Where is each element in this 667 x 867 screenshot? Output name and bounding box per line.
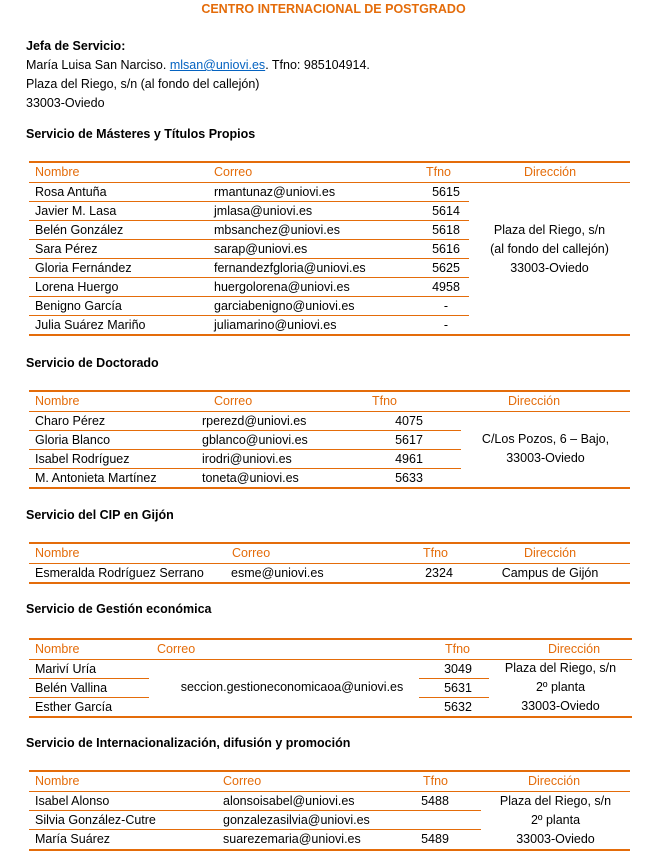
jefa-name: María Luisa San Narciso.: [26, 58, 170, 72]
cell-correo: irodri@uniovi.es: [202, 452, 292, 466]
cell-correo: fernandezfgloria@uniovi.es: [214, 261, 366, 275]
cell-tfno: 3049: [444, 662, 472, 676]
cell-nombre: Silvia González-Cutre: [35, 813, 156, 827]
jefa-email-link[interactable]: mlsan@uniovi.es: [169, 58, 266, 72]
cell-correo: jmlasa@uniovi.es: [214, 204, 313, 218]
masters-direccion-line: (al fondo del callejón): [490, 242, 609, 256]
cell-tfno: -: [443, 299, 449, 313]
jefa-address-line: Plaza del Riego, s/n (al fondo del callejón): [26, 77, 260, 91]
economica-table: [29, 638, 632, 718]
cell-tfno: 5631: [444, 681, 472, 695]
doctorado-direccion-line: 33003-Oviedo: [506, 451, 585, 465]
cell-tfno: 5489: [421, 832, 449, 846]
economica-direccion: [489, 659, 632, 716]
table-row: [29, 792, 481, 811]
gijon-header-row: [29, 544, 630, 564]
cell-tfno: 5615: [432, 185, 460, 199]
table-row: [29, 698, 489, 717]
economica-shared-email: seccion.gestioneconomicaoa@uniovi.es: [180, 680, 404, 694]
row-divider: [29, 697, 149, 698]
cell-tfno: 5488: [421, 794, 449, 808]
col-direccion: Dirección: [547, 642, 601, 656]
cell-tfno: 4958: [432, 280, 460, 294]
cell-nombre: Isabel Alonso: [35, 794, 110, 808]
page-title: CENTRO INTERNACIONAL DE POSTGRADO: [201, 2, 466, 16]
cell-nombre: Belén Vallina: [35, 681, 108, 695]
col-direccion: Dirección: [523, 165, 577, 179]
col-correo: Correo: [214, 165, 253, 179]
cell-tfno: -: [443, 318, 449, 332]
economica-direccion-line: Plaza del Riego, s/n: [504, 661, 617, 675]
cell-correo: esme@uniovi.es: [231, 566, 324, 580]
cell-nombre: Esmeralda Rodríguez Serrano: [35, 566, 204, 580]
cell-correo: garciabenigno@uniovi.es: [214, 299, 355, 313]
doctorado-header-row: [29, 392, 630, 412]
cell-nombre: Charo Pérez: [35, 414, 106, 428]
col-direccion: Dirección: [527, 774, 581, 788]
cell-correo: rmantunaz@uniovi.es: [214, 185, 336, 199]
masters-direccion-line: Plaza del Riego, s/n: [493, 223, 606, 237]
doctorado-table: [29, 390, 630, 489]
cell-tfno: 5633: [395, 471, 423, 485]
jefa-line1: [26, 56, 370, 75]
col-nombre: Nombre: [35, 165, 80, 179]
cell-correo: suarezemaria@uniovi.es: [223, 832, 361, 846]
gijon-table: [29, 542, 630, 584]
cell-tfno: 5617: [395, 433, 423, 447]
table-row: [29, 297, 469, 316]
internacional-heading: Servicio de Internacionalización, difusión y promoción: [26, 736, 351, 750]
col-correo: Correo: [214, 394, 253, 408]
col-nombre: Nombre: [35, 546, 80, 560]
cell-nombre: Mariví Uría: [35, 662, 97, 676]
cell-tfno: 5632: [444, 700, 472, 714]
cell-nombre: Sara Pérez: [35, 242, 98, 256]
doctorado-direccion-line: C/Los Pozos, 6 – Bajo,: [481, 432, 610, 446]
internacional-direccion: [481, 792, 630, 849]
cell-nombre: Lorena Huergo: [35, 280, 119, 294]
table-row: [29, 450, 461, 469]
cell-correo: alonsoisabel@uniovi.es: [223, 794, 355, 808]
jefa-servicio-block: [26, 37, 370, 113]
economica-header-row: [29, 640, 632, 660]
masters-heading: Servicio de Másteres y Títulos Propios: [26, 127, 256, 141]
cell-direccion: Campus de Gijón: [501, 566, 599, 580]
table-row: [29, 412, 461, 431]
cell-correo: juliamarino@uniovi.es: [214, 318, 337, 332]
table-row: [29, 660, 489, 679]
internacional-table: [29, 770, 630, 851]
table-row: [29, 240, 469, 259]
col-tfno: Tfno: [423, 774, 449, 788]
economica-direccion-line: 2º planta: [535, 680, 586, 694]
masters-header-row: [29, 163, 630, 183]
col-tfno: Tfno: [372, 394, 398, 408]
table-row: [29, 564, 630, 583]
cell-nombre: Isabel Rodríguez: [35, 452, 130, 466]
cell-tfno: 5618: [432, 223, 460, 237]
cell-correo: gonzalezasilvia@uniovi.es: [223, 813, 370, 827]
cell-tfno: 2324: [425, 566, 453, 580]
col-correo: Correo: [223, 774, 262, 788]
cell-nombre: Julia Suárez Mariño: [35, 318, 146, 332]
table-row: [29, 679, 489, 698]
cell-nombre: María Suárez: [35, 832, 111, 846]
masters-table: [29, 161, 630, 336]
cell-tfno: 5614: [432, 204, 460, 218]
cell-nombre: M. Antonieta Martínez: [35, 471, 157, 485]
cell-nombre: Rosa Antuña: [35, 185, 107, 199]
col-tfno: Tfno: [445, 642, 471, 656]
col-tfno: Tfno: [426, 165, 452, 179]
cell-correo: rperezd@uniovi.es: [202, 414, 307, 428]
col-direccion: Dirección: [507, 394, 561, 408]
row-divider: [29, 678, 149, 679]
row-divider: [419, 697, 489, 698]
jefa-postal-line: 33003-Oviedo: [26, 96, 105, 110]
table-row: [29, 811, 481, 830]
masters-direccion: [469, 221, 630, 278]
economica-heading: Servicio de Gestión económica: [26, 602, 212, 616]
cell-correo: sarap@uniovi.es: [214, 242, 308, 256]
internacional-header-row: [29, 772, 630, 792]
col-nombre: Nombre: [35, 642, 80, 656]
cell-tfno: 5616: [432, 242, 460, 256]
table-row: [29, 830, 481, 849]
cell-correo: mbsanchez@uniovi.es: [214, 223, 340, 237]
table-row: [29, 431, 461, 450]
table-row: [29, 259, 469, 278]
cell-correo: toneta@uniovi.es: [202, 471, 299, 485]
cell-nombre: Benigno García: [35, 299, 122, 313]
cell-tfno: 4961: [395, 452, 423, 466]
col-tfno: Tfno: [423, 546, 449, 560]
cell-nombre: Belén González: [35, 223, 124, 237]
col-direccion: Dirección: [523, 546, 577, 560]
gijon-heading: Servicio del CIP en Gijón: [26, 508, 174, 522]
internacional-direccion-line: 2º planta: [530, 813, 581, 827]
table-row: [29, 316, 469, 335]
table-row: [29, 183, 469, 202]
table-row: [29, 469, 461, 488]
table-row: [29, 221, 469, 240]
col-nombre: Nombre: [35, 394, 80, 408]
cell-tfno: 5625: [432, 261, 460, 275]
cell-correo: gblanco@uniovi.es: [202, 433, 308, 447]
doctorado-heading: Servicio de Doctorado: [26, 356, 159, 370]
table-row: [29, 202, 469, 221]
cell-nombre: Gloria Blanco: [35, 433, 111, 447]
jefa-phone: . Tfno: 985104914.: [265, 58, 370, 72]
cell-nombre: Gloria Fernández: [35, 261, 132, 275]
cell-nombre: Esther García: [35, 700, 113, 714]
cell-nombre: Javier M. Lasa: [35, 204, 117, 218]
col-correo: Correo: [157, 642, 196, 656]
row-divider: [419, 678, 489, 679]
doctorado-direccion: [461, 430, 630, 468]
masters-direccion-line: 33003-Oviedo: [510, 261, 589, 275]
col-nombre: Nombre: [35, 774, 80, 788]
cell-correo: huergolorena@uniovi.es: [214, 280, 350, 294]
col-correo: Correo: [232, 546, 271, 560]
internacional-direccion-line: Plaza del Riego, s/n: [499, 794, 612, 808]
jefa-heading: Jefa de Servicio:: [26, 39, 126, 53]
internacional-direccion-line: 33003-Oviedo: [516, 832, 595, 846]
economica-direccion-line: 33003-Oviedo: [521, 699, 600, 713]
table-row: [29, 278, 469, 297]
cell-tfno: 4075: [395, 414, 423, 428]
